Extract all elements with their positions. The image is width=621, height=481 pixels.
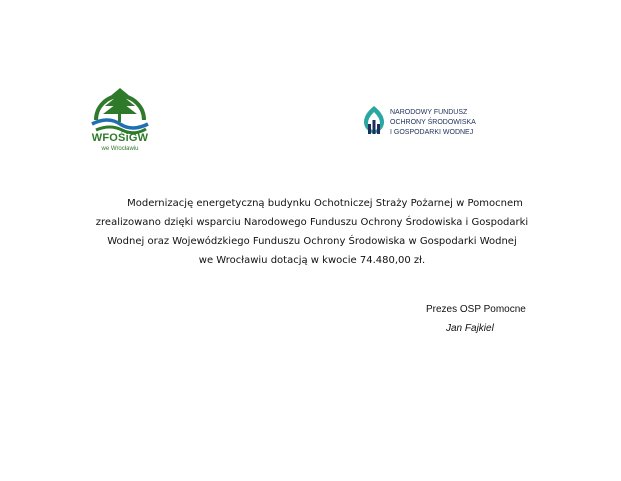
statement-line: Wodnej oraz Wojewódzkiego Funduszu Ochrony Środowiska w Gospodarki Wodnej — [107, 236, 517, 247]
tree-river-emblem-icon — [86, 80, 154, 134]
statement-line: we Wrocławiu dotacją w kwocie 74.480,00 zł. — [198, 255, 426, 266]
wfosigw-logo-name: WFOŚiGW — [91, 132, 149, 144]
nfosigw-logo-line: NARODOWY FUNDUSZ — [390, 109, 468, 116]
nfosigw-logo-line: OCHRONY ŚRODOWISKA — [390, 119, 476, 126]
wfosigw-logo — [86, 80, 154, 160]
funding-statement — [84, 194, 540, 270]
signature-role: Prezes OSP Pomocne — [426, 304, 526, 315]
signature-block — [426, 300, 526, 338]
signature-name: Jan Fajkiel — [446, 323, 494, 334]
nfosigw-logo-text — [390, 108, 476, 138]
nfosigw-logo-line: I GOSPODARKI WODNEJ — [390, 129, 474, 136]
statement-line: zrealizowano dzięki wsparciu Narodowego Funduszu Ochrony Środowiska i Gospodarki — [95, 217, 529, 228]
nfosigw-emblem-icon — [360, 104, 388, 136]
wfosigw-logo-subtitle: we Wrocławiu — [101, 146, 139, 152]
statement-line: Modernizację energetyczną budynku Ochotniczej Straży Pożarnej w Pomocnem — [127, 198, 523, 209]
nfosigw-logo — [360, 104, 510, 140]
